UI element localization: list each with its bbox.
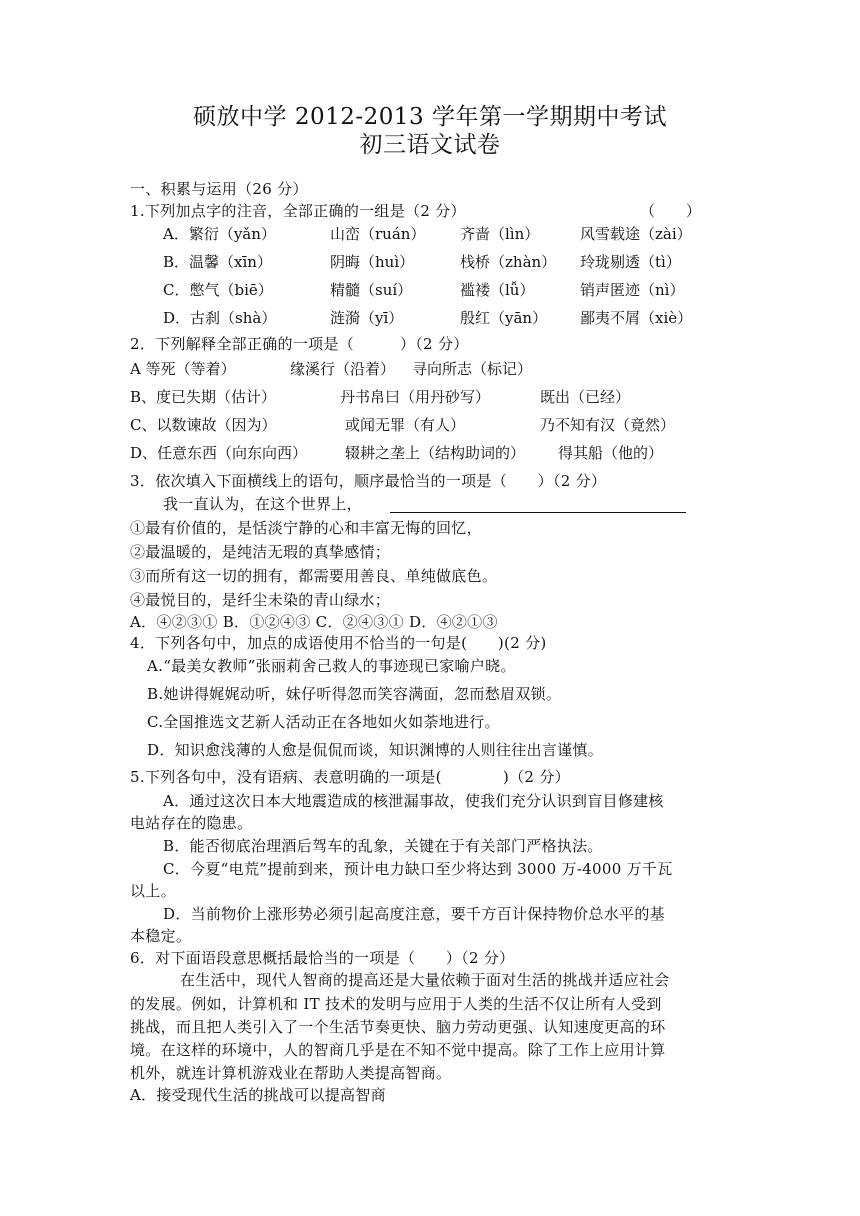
q5-option-a-line1: A．通过这次日本大地震造成的核泄漏事故，使我们充分认识到盲目修建核 (163, 792, 664, 810)
question-1-answer-box: （ ） (640, 202, 702, 220)
q4-option-b: B.她讲得娓娓动听，妹仔听得忽而笑容满面，忽而愁眉双锁。 (147, 685, 562, 703)
question-4-stem: 4．下列各句中，加点的成语使用不恰当的一句是( )(2 分) (130, 634, 547, 652)
q2-option-c-2: 或闻无罪（有人） (345, 416, 466, 434)
q6-passage-line1: 在生活中，现代人智商的提高还是大量依赖于面对生活的挑战并适应社会 (180, 971, 670, 989)
q2-option-d-1: D、任意东西（向东向西） (130, 444, 308, 462)
q3-item-2: ②最温暖的，是纯洁无瑕的真挚感情； (130, 543, 391, 561)
q2-option-a-3: 寻向所志（标记） (412, 360, 533, 378)
q6-option-a: A．接受现代生活的挑战可以提高智商 (130, 1086, 386, 1104)
q2-option-b-2: 丹书帛曰（用丹砂写） (340, 388, 491, 406)
q1-option-a-1: A．繁衍（yǎn） (163, 225, 276, 243)
q2-option-b-3: 既出（已经） (540, 388, 631, 406)
q2-option-a-1: A 等死（等着） (130, 360, 236, 378)
question-5-stem: 5.下列各句中，没有语病、表意明确的一项是( )（2 分） (130, 768, 570, 786)
q5-option-d-line2: 本稳定。 (130, 927, 192, 945)
q1-option-a-2: 山峦（ruán） (330, 225, 426, 243)
q6-passage-line2: 的发展。例如，计算机和 IT 技术的发明与应用于人类的生活不仅让所有人受到 (130, 995, 662, 1013)
q6-passage-line5: 机外，就连计算机游戏业在帮助人类提高智商。 (130, 1064, 452, 1082)
exam-title: 硕放中学 2012-2013 学年第一学期期中考试 (193, 104, 667, 130)
q1-option-d-2: 涟漪（yī） (330, 309, 404, 327)
q1-option-b-1: B．温馨（xīn） (163, 253, 272, 271)
q3-fill-blank (390, 512, 686, 513)
exam-subtitle: 初三语文试卷 (359, 132, 501, 158)
q3-item-4: ④最悦目的，是纤尘未染的青山绿水； (130, 591, 391, 609)
q5-option-a-line2: 电站存在的隐患。 (130, 814, 253, 832)
q2-option-d-2: 辍耕之垄上（结构助词的） (345, 444, 526, 462)
q4-option-c: C.全国推选文艺新人活动正在各地如火如荼地进行。 (147, 713, 500, 731)
q1-option-c-4: 销声匿迹（nì） (580, 281, 685, 299)
q2-option-b-1: B、度已失期（估计） (130, 388, 277, 406)
q2-option-c-3: 乃不知有汉（竟然） (540, 416, 676, 434)
q1-option-d-1: D．古刹（shà） (163, 309, 277, 327)
q1-option-d-4: 鄙夷不屑（xiè） (580, 309, 693, 327)
q5-option-d-line1: D．当前物价上涨形势必须引起高度注意，要千方百计保持物价总水平的基 (163, 905, 665, 923)
q4-option-a: A.“最美女教师”张丽莉舍己救人的事迹现已家喻户晓。 (147, 657, 516, 675)
q1-option-a-3: 齐啬（lìn） (460, 225, 540, 243)
q1-option-b-4: 玲珑剔透（tì） (580, 253, 681, 271)
q2-option-d-3: 得其船（他的） (558, 444, 664, 462)
question-6-stem: 6．对下面语段意思概括最恰当的一项是（ ）（2 分） (130, 949, 515, 967)
q6-passage-line4: 境。在这样的环境中，人的智商几乎是在不知不觉中提高。除了工作上应用计算 (130, 1041, 666, 1059)
q1-option-b-2: 阴晦（huì） (330, 253, 415, 271)
question-2-stem: 2．下列解释全部正确的一项是（ ）（2 分） (130, 335, 469, 353)
q1-option-b-3: 栈桥（zhàn） (460, 253, 557, 271)
question-3-stem: 3．依次填入下面横线上的语句，顺序最恰当的一项是（ ）（2 分） (130, 472, 607, 490)
section-heading: 一、积累与运用（26 分） (130, 180, 308, 198)
q3-item-3: ③而所有这一切的拥有，都需要用善良、单纯做底色。 (130, 567, 498, 585)
q1-option-a-4: 风雪载途（zài） (580, 225, 692, 243)
q5-option-b: B．能否彻底治理酒后驾车的乱象，关键在于有关部门严格执法。 (163, 837, 603, 855)
q2-option-a-2: 缘溪行（沿着） (290, 360, 396, 378)
q5-option-c-line1: C．今夏“电荒”提前到来，预计电力缺口至少将达到 3000 万-4000 万千瓦 (163, 860, 673, 878)
q5-option-c-line2: 以上。 (130, 882, 176, 900)
q3-item-1: ①最有价值的，是恬淡宁静的心和丰富无悔的回忆， (130, 519, 482, 537)
question-1-stem: 1.下列加点字的注音，全部正确的一组是（2 分） (130, 202, 466, 220)
q2-option-c-1: C、以数谏故（因为） (130, 416, 277, 434)
q1-option-c-2: 精髓（suí） (330, 281, 413, 299)
q1-option-c-3: 褴褛（lǚ） (460, 281, 535, 299)
q1-option-c-1: C．憋气（biē） (163, 281, 273, 299)
q3-choices: A．④②③① B．①②④③ C．②④③① D．④②①③ (130, 613, 498, 631)
q6-passage-line3: 挑战，而且把人类引入了一个生活节奏更快、脑力劳动更强、认知速度更高的环 (130, 1018, 666, 1036)
q4-option-d: D．知识愈浅薄的人愈是侃侃而谈，知识渊博的人则往往出言谨慎。 (147, 741, 604, 759)
q1-option-d-3: 殷红（yān） (460, 309, 548, 327)
q3-lead-sentence: 我一直认为，在这个世界上， (163, 495, 362, 513)
